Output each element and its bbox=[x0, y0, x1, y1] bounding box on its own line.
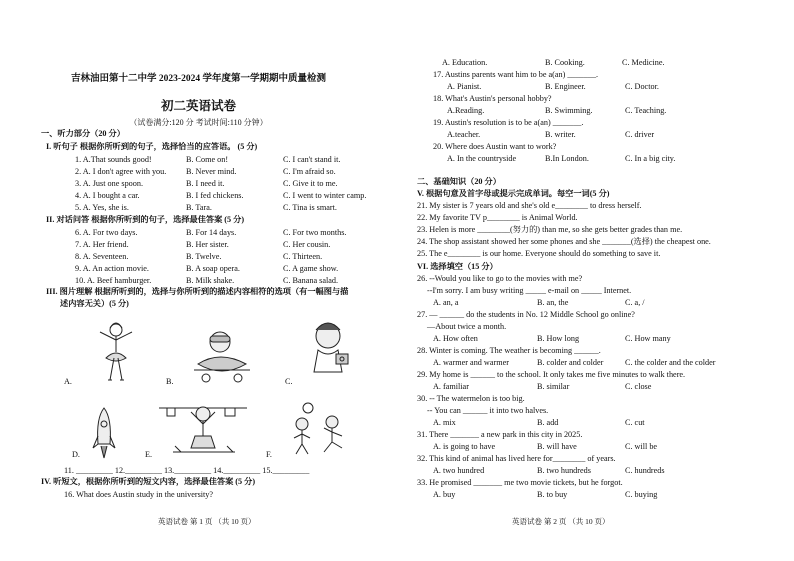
question-26-line2: --I'm sorry. I am busy writing _____ e-mail on _____ Internet. bbox=[427, 286, 632, 295]
option: C. cut bbox=[625, 418, 645, 427]
picture-label-b: B. bbox=[166, 377, 174, 386]
option: C. Medicine. bbox=[622, 58, 665, 67]
question-31: 31. There _______ a new park in this city in 2025. bbox=[417, 430, 583, 439]
option: C. Banana salad. bbox=[283, 276, 339, 285]
page-footer: 英语试卷 第 1 页 （共 10 页） bbox=[158, 517, 256, 526]
option: C. In a big city. bbox=[625, 154, 676, 163]
option: C. How many bbox=[625, 334, 671, 343]
option: A.teacher. bbox=[447, 130, 481, 139]
ballerina-picture bbox=[88, 318, 140, 388]
option: B. How long bbox=[537, 334, 580, 343]
question-23: 23. Helen is more ________(努力的) than me, so she gets better grades than me. bbox=[417, 225, 683, 234]
option: 5. A. Yes, she is. bbox=[75, 203, 129, 212]
question-29: 29. My home is ______ to the school. It only takes me five minutes to walk there. bbox=[417, 370, 686, 379]
picture-label-d: D. bbox=[72, 450, 80, 459]
question-30-line2: -- You can ______ it into two halves. bbox=[427, 406, 549, 415]
exam-info: （试卷满分:120 分 考试时间:110 分钟） bbox=[129, 118, 268, 127]
option: C. driver bbox=[625, 130, 655, 139]
option: B. writer. bbox=[545, 130, 576, 139]
option: B. add bbox=[537, 418, 559, 427]
question-26: 26. --Would you like to go to the movies with me? bbox=[417, 274, 583, 283]
option: C. I went to winter camp. bbox=[283, 191, 367, 200]
option: C. Tina is smart. bbox=[283, 203, 337, 212]
girl-laundry-picture bbox=[155, 400, 251, 456]
option: A. warmer and warmer bbox=[433, 358, 509, 367]
picture-label-e: E. bbox=[145, 450, 153, 459]
option: C. Teaching. bbox=[625, 106, 667, 115]
part2-heading: 二、基础知识（20 分） bbox=[417, 177, 501, 186]
question-20: 20. Where does Austin want to work? bbox=[433, 142, 557, 151]
option: B. I fed chickens. bbox=[186, 191, 244, 200]
question-27: 27. — ______ do the students in No. 12 Middle School go online? bbox=[417, 310, 635, 319]
option: B.In London. bbox=[545, 154, 589, 163]
school-title: 吉林油田第十二中学 2023-2024 学年度第一学期期中质量检测 bbox=[71, 74, 326, 84]
option: 10. A. Beef hamburger. bbox=[75, 276, 152, 285]
part1-heading: 一、听力部分（20 分） bbox=[41, 129, 125, 138]
option: B. to buy bbox=[537, 490, 568, 499]
option: 4. A. I bought a car. bbox=[75, 191, 140, 200]
option: B. A soap opera. bbox=[186, 264, 240, 273]
option: B. Engineer. bbox=[545, 82, 586, 91]
option: A. familiar bbox=[433, 382, 469, 391]
option: A. buy bbox=[433, 490, 456, 499]
section5-heading: V. 根据句意及首字母或提示完成单词。每空一词(5 分) bbox=[417, 189, 610, 198]
option: A. an, a bbox=[433, 298, 459, 307]
boy-device-picture bbox=[302, 320, 358, 380]
option: B. similar bbox=[537, 382, 570, 391]
option: C. will be bbox=[625, 442, 658, 451]
option: C. Doctor. bbox=[625, 82, 659, 91]
option: B. two hundreds bbox=[537, 466, 591, 475]
option: B. Tara. bbox=[186, 203, 212, 212]
section1-heading: I. 听句子 根据你所听到的句子，选择恰当的应答语。 (5 分) bbox=[46, 142, 258, 151]
option: B. colder and colder bbox=[537, 358, 604, 367]
option: C. Give it to me. bbox=[283, 179, 338, 188]
option: 8. A. Seventeen. bbox=[75, 252, 129, 261]
option: A. is going to have bbox=[433, 442, 496, 451]
option: C. For two months. bbox=[283, 228, 347, 237]
option: 3. A. Just one spoon. bbox=[75, 179, 144, 188]
option: A. In the countryside bbox=[447, 154, 517, 163]
option: B. Swimming. bbox=[545, 106, 593, 115]
option: B. Milk shake. bbox=[186, 276, 235, 285]
question-18: 18. What's Austin's personal hobby? bbox=[433, 94, 552, 103]
picture-label-f: F. bbox=[266, 450, 272, 459]
option: C. I can't stand it. bbox=[283, 155, 341, 164]
page-footer: 英语试卷 第 2 页 （共 10 页） bbox=[512, 517, 610, 526]
option: A.Reading. bbox=[447, 106, 485, 115]
option: 6. A. For two days. bbox=[75, 228, 138, 237]
option: 2. A. I don't agree with you. bbox=[75, 167, 167, 176]
option: A. How often bbox=[433, 334, 478, 343]
question-25: 25. The e________ is our home. Everyone should do something to save it. bbox=[417, 249, 661, 258]
option: A. mix bbox=[433, 418, 456, 427]
kids-football-picture bbox=[288, 402, 352, 458]
question-27-line2: —About twice a month. bbox=[427, 322, 507, 331]
question-22: 22. My favorite TV p________ is Animal World. bbox=[417, 213, 578, 222]
option: B. Come on! bbox=[186, 155, 229, 164]
section4-heading: IV. 听短文，根据你所听到的短文内容，选择最佳答案 (5 分) bbox=[41, 477, 256, 486]
question-21: 21. My sister is 7 years old and she's old e________ to dress herself. bbox=[417, 201, 642, 210]
option: B. For 14 days. bbox=[186, 228, 237, 237]
option: A. Education. bbox=[442, 58, 488, 67]
option: C. I'm afraid so. bbox=[283, 167, 336, 176]
question-17: 17. Austins parents want him to be a(an) _______. bbox=[433, 70, 599, 79]
option: B. an, the bbox=[537, 298, 569, 307]
answer-blanks: 11. _________ 12._________ 13._________ 14._________ 15._________ bbox=[64, 466, 310, 475]
pilot-plane-picture bbox=[190, 326, 254, 384]
question-32: 32. This kind of animal has lived here for________ of years. bbox=[417, 454, 616, 463]
question-33: 33. He promised _______ me two movie tickets, but he forgot. bbox=[417, 478, 623, 487]
option: B. will have bbox=[537, 442, 577, 451]
option: A. two hundred bbox=[433, 466, 485, 475]
option: B. Her sister. bbox=[186, 240, 229, 249]
right-page bbox=[397, 0, 794, 561]
section3-heading-line2: 述内容无关）(5 分) bbox=[60, 299, 129, 308]
option: C. buying bbox=[625, 490, 658, 499]
option: C. a, / bbox=[625, 298, 645, 307]
option: B. Twelve. bbox=[186, 252, 222, 261]
option: B. I need it. bbox=[186, 179, 225, 188]
option: C. the colder and the colder bbox=[625, 358, 716, 367]
section2-heading: II. 对话问答 根据你所听到的句子，选择最佳答案 (5 分) bbox=[46, 215, 245, 224]
question-19: 19. Austin's resolution is to be a(an) _______. bbox=[433, 118, 584, 127]
question-28: 28. Winter is coming. The weather is becoming ______. bbox=[417, 346, 601, 355]
option: C. A game show. bbox=[283, 264, 339, 273]
option: 9. A. An action movie. bbox=[75, 264, 149, 273]
picture-label-c: C. bbox=[285, 377, 293, 386]
option: B. Never mind. bbox=[186, 167, 237, 176]
option: C. close bbox=[625, 382, 652, 391]
option: B. Cooking. bbox=[545, 58, 585, 67]
option: C. Thirteen. bbox=[283, 252, 323, 261]
exam-title: 初二英语试卷 bbox=[160, 99, 236, 113]
question-16: 16. What does Austin study in the university? bbox=[64, 490, 214, 499]
section3-heading-line1: III. 图片理解 根据所听到的，选择与你所听到的描述内容相符的选项（有一幅图与描 bbox=[46, 287, 349, 296]
picture-label-a: A. bbox=[64, 377, 72, 386]
option: 1. A.That sounds good! bbox=[75, 155, 152, 164]
option: C. Her cousin. bbox=[283, 240, 331, 249]
option: A. Pianist. bbox=[447, 82, 482, 91]
rocket-picture bbox=[90, 406, 118, 462]
option: C. hundreds bbox=[625, 466, 665, 475]
option: 7. A. Her friend. bbox=[75, 240, 129, 249]
question-30: 30. -- The watermelon is too big. bbox=[417, 394, 525, 403]
section6-heading: VI. 选择填空（15 分） bbox=[417, 262, 498, 271]
question-24: 24. The shop assistant showed her some phones and she _______(选择) the cheapest one. bbox=[417, 237, 711, 246]
